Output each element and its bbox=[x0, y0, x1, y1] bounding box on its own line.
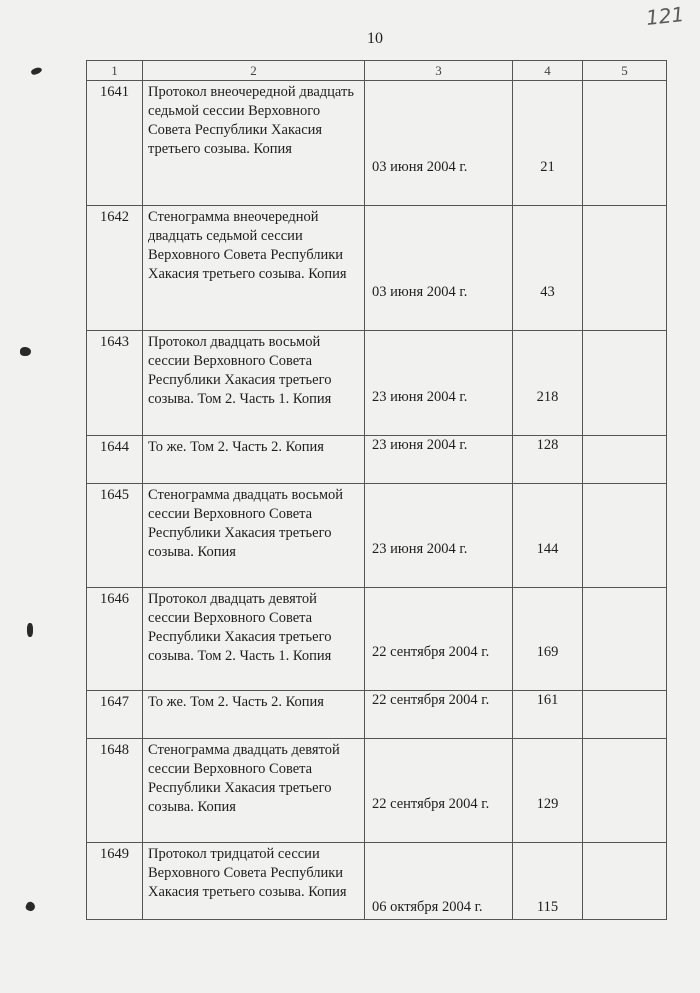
item-note bbox=[583, 436, 667, 484]
item-note bbox=[583, 691, 667, 739]
item-note bbox=[583, 588, 667, 691]
table-row bbox=[87, 691, 667, 739]
item-title: Стенограмма двадцать восьмой сессии Верховного Совета Республики Хакасия третьего созыва. Копия bbox=[143, 484, 365, 588]
column-header-title: 2 bbox=[143, 61, 365, 81]
item-date: 23 июня 2004 г. bbox=[365, 436, 513, 484]
item-sheet-count: 129 bbox=[513, 739, 583, 843]
item-note bbox=[583, 81, 667, 206]
item-date: 03 июня 2004 г. bbox=[365, 206, 513, 331]
page-number: 10 bbox=[367, 30, 383, 47]
item-number: 1647 bbox=[87, 691, 143, 739]
table-row bbox=[87, 588, 667, 691]
item-number: 1645 bbox=[87, 484, 143, 588]
table-row bbox=[87, 484, 667, 588]
item-number: 1641 bbox=[87, 81, 143, 206]
item-sheet-count: 43 bbox=[513, 206, 583, 331]
item-note bbox=[583, 206, 667, 331]
item-title: Стенограмма двадцать девятой сессии Верховного Совета Республики Хакасия третьего созыва. Копия bbox=[143, 739, 365, 843]
table-row bbox=[87, 331, 667, 436]
item-title: Протокол двадцать девятой сессии Верховного Совета Республики Хакасия третьего созыва. Том 2. Часть 1. Копия bbox=[143, 588, 365, 691]
table-row bbox=[87, 739, 667, 843]
item-number: 1646 bbox=[87, 588, 143, 691]
item-sheet-count: 169 bbox=[513, 588, 583, 691]
item-number: 1648 bbox=[87, 739, 143, 843]
table-row bbox=[87, 436, 667, 484]
binding-hole-mark bbox=[30, 66, 42, 75]
item-sheet-count: 161 bbox=[513, 691, 583, 739]
column-header-sheets: 4 bbox=[513, 61, 583, 81]
item-title: Стенограмма внеочередной двадцать седьмой сессии Верховного Совета Республики Хакасия третьего созыва. Копия bbox=[143, 206, 365, 331]
item-number: 1649 bbox=[87, 843, 143, 920]
item-note bbox=[583, 843, 667, 920]
item-title: То же. Том 2. Часть 2. Копия bbox=[143, 691, 365, 739]
item-sheet-count: 144 bbox=[513, 484, 583, 588]
archive-folio-number: 121 bbox=[644, 2, 686, 30]
document-register-table bbox=[86, 60, 667, 920]
item-date: 23 июня 2004 г. bbox=[365, 484, 513, 588]
item-title: То же. Том 2. Часть 2. Копия bbox=[143, 436, 365, 484]
item-date: 22 сентября 2004 г. bbox=[365, 739, 513, 843]
item-date: 22 сентября 2004 г. bbox=[365, 691, 513, 739]
item-note bbox=[583, 331, 667, 436]
item-title: Протокол внеочередной двадцать седьмой сессии Верховного Совета Республики Хакасия третьего созыва. Копия bbox=[143, 81, 365, 206]
item-date: 22 сентября 2004 г. bbox=[365, 588, 513, 691]
item-sheet-count: 218 bbox=[513, 331, 583, 436]
item-sheet-count: 21 bbox=[513, 81, 583, 206]
item-note bbox=[583, 484, 667, 588]
table-row bbox=[87, 81, 667, 206]
item-note bbox=[583, 739, 667, 843]
item-date: 03 июня 2004 г. bbox=[365, 81, 513, 206]
column-header-notes: 5 bbox=[583, 61, 667, 81]
binding-hole-mark bbox=[27, 623, 33, 637]
binding-hole-mark bbox=[20, 347, 31, 356]
item-number: 1642 bbox=[87, 206, 143, 331]
table-row bbox=[87, 206, 667, 331]
item-title: Протокол тридцатой сессии Верховного Совета Республики Хакасия третьего созыва. Копия bbox=[143, 843, 365, 920]
item-number: 1643 bbox=[87, 331, 143, 436]
column-header-number: 1 bbox=[87, 61, 143, 81]
item-number: 1644 bbox=[87, 436, 143, 484]
binding-hole-mark bbox=[25, 901, 37, 913]
table-row bbox=[87, 843, 667, 920]
item-date: 23 июня 2004 г. bbox=[365, 331, 513, 436]
item-sheet-count: 128 bbox=[513, 436, 583, 484]
item-sheet-count: 115 bbox=[513, 843, 583, 920]
item-title: Протокол двадцать восьмой сессии Верховного Совета Республики Хакасия третьего созыва. Том 2. Часть 1. Копия bbox=[143, 331, 365, 436]
item-date: 06 октября 2004 г. bbox=[365, 843, 513, 920]
column-header-row bbox=[87, 61, 667, 81]
column-header-date: 3 bbox=[365, 61, 513, 81]
